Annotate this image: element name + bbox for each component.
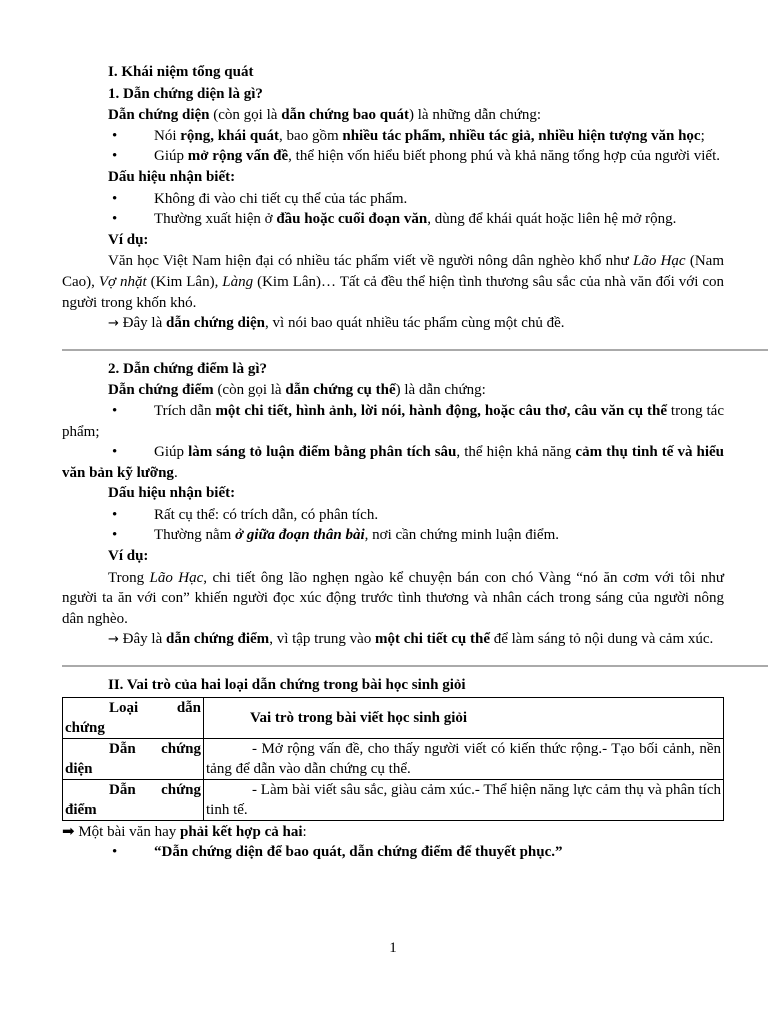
example-paragraph: Trong Lão Hạc, chi tiết ông lão nghẹn ngào kể chuyện bán con chó Vàng “nó ăn cơm với tôi như người ta ăn với con” khiến người đọc xúc động trước tình thương và nhân cách trong sáng của người nông dân nghèo. <box>62 569 724 627</box>
definition-paragraph: Dẫn chứng diện (còn gọi là dẫn chứng bao quát) là những dẫn chứng: <box>108 107 542 124</box>
bullet-item: • Giúp mở rộng vấn đề, thể hiện vốn hiểu biết phong phú và khả năng tổng hợp của người viết. <box>62 146 724 167</box>
bullet-item: • Thường xuất hiện ở đầu hoặc cuối đoạn văn, dùng để khái quát hoặc liên hệ mở rộng. <box>62 209 724 230</box>
bullet-icon: • <box>112 211 118 228</box>
section-heading: I. Khái niệm tổng quát <box>108 64 254 80</box>
section-divider <box>62 349 768 351</box>
table-cell: - Làm bài viết sâu sắc, giàu cảm xúc.- Thể hiện năng lực cảm thụ và phân tích tinh tế. <box>204 779 724 820</box>
conclusion-line: → Đây là dẫn chứng diện, vì nói bao quát nhiều tác phẩm cùng một chủ đề. <box>108 315 565 332</box>
bold-arrow-icon: ➡ <box>62 821 75 840</box>
roles-table <box>62 697 724 821</box>
arrow-right-icon: → <box>108 316 119 332</box>
signs-heading: Dấu hiệu nhận biết: <box>108 485 236 502</box>
bullet-item: • Giúp làm sáng tỏ luận điểm bằng phân tích sâu, thể hiện khả năng cảm thụ tinh tế và hiểu văn bản kỹ lưỡng. <box>62 444 725 481</box>
table-row <box>63 738 724 779</box>
table-header-cell: Vai trò trong bài viết học sinh giỏi <box>204 697 724 738</box>
table-cell: Dẫn chứng diện <box>63 738 204 779</box>
example-heading: Ví dụ: <box>108 231 149 248</box>
bullet-icon: • <box>112 190 118 207</box>
section-divider <box>62 665 768 667</box>
table-header-cell: Loại dẫn chứng <box>63 697 204 738</box>
table-row <box>63 779 724 820</box>
subsection-heading: 2. Dẫn chứng điểm là gì? <box>108 360 268 377</box>
table-cell: Dẫn chứng điểm <box>63 779 204 820</box>
bullet-icon: • <box>112 148 118 165</box>
bullet-icon: • <box>112 127 118 144</box>
example-heading: Ví dụ: <box>108 548 149 565</box>
arrow-right-icon: → <box>108 632 119 648</box>
bullet-item: • Không đi vào chi tiết cụ thể của tác phẩm. <box>62 189 724 210</box>
subsection-heading: 1. Dẫn chứng diện là gì? <box>108 85 263 102</box>
bullet-item: • Rất cụ thể: có trích dẫn, có phân tích. <box>62 505 724 526</box>
section-heading: II. Vai trò của hai loại dẫn chứng trong bài học sinh giỏi <box>108 677 466 694</box>
bullet-item: • Trích dẫn một chi tiết, hình ảnh, lời nói, hành động, hoặc câu thơ, câu văn cụ thể trong tác phẩm; <box>62 402 724 440</box>
conclusion-line: → Đây là dẫn chứng điểm, vì tập trung vào một chi tiết cụ thể để làm sáng tỏ nội dung và cảm xúc. <box>108 631 714 648</box>
signs-heading: Dấu hiệu nhận biết: <box>108 168 236 185</box>
bullet-icon: • <box>112 506 118 523</box>
bullet-item: • Nói rộng, khái quát, bao gồm nhiều tác phẩm, nhiều tác giả, nhiều hiện tượng văn học; <box>62 126 724 147</box>
example-paragraph: Văn học Việt Nam hiện đại có nhiều tác phẩm viết về người nông dân nghèo khổ như Lão Hạc (Nam Cao), Vợ nhặt (Kim Lân), Làng (Kim Lân)… Tất cả đều thể hiện tình thương sâu sắc của nhà văn đối với con người trong khốn khó. <box>62 253 724 311</box>
table-cell: - Mở rộng vấn đề, cho thấy người viết có kiến thức rộng.- Tạo bối cảnh, nền tảng để dẫn vào dẫn chứng cụ thể. <box>204 738 724 779</box>
document-body <box>62 62 724 863</box>
final-conclusion: ➡ Một bài văn hay phải kết hợp cả hai: <box>62 821 307 840</box>
page-number: 1 <box>389 940 397 956</box>
bullet-icon: • <box>112 402 118 419</box>
bullet-item: • “Dẫn chứng diện để bao quát, dẫn chứng điểm để thuyết phục.” <box>62 842 724 863</box>
bullet-icon: • <box>112 444 118 461</box>
bullet-item: • Thường nằm ở giữa đoạn thân bài, nơi cần chứng minh luận điểm. <box>62 525 724 546</box>
bullet-icon: • <box>112 844 118 861</box>
definition-paragraph: Dẫn chứng điểm (còn gọi là dẫn chứng cụ thể) là dẫn chứng: <box>108 382 486 399</box>
bullet-icon: • <box>112 527 118 544</box>
table-header-row <box>63 697 724 738</box>
